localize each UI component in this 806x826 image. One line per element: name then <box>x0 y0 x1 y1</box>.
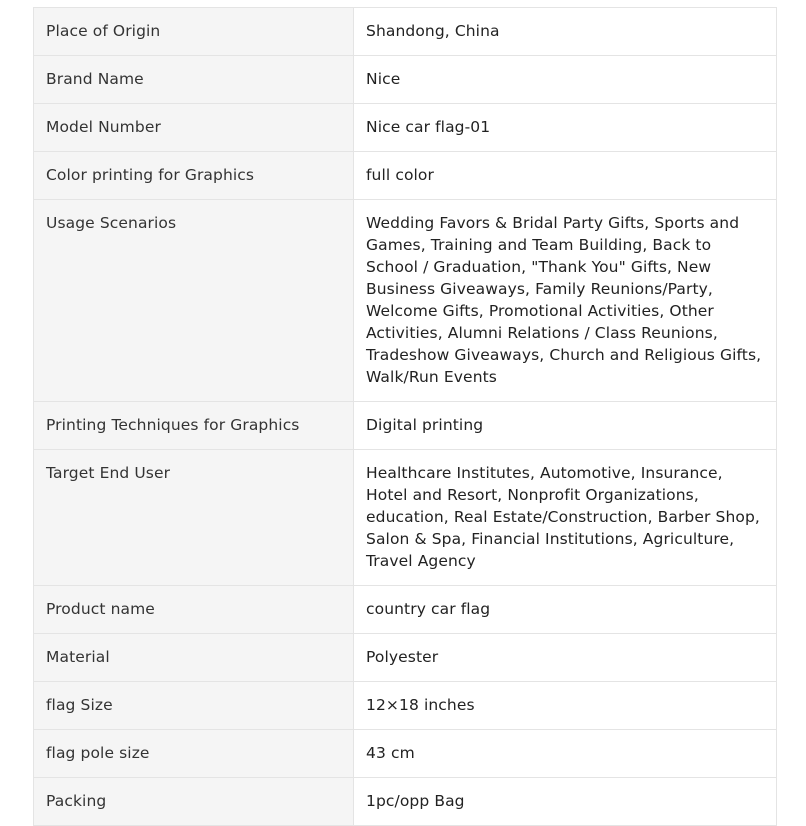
attribute-label: Packing <box>34 778 354 826</box>
table-row <box>34 56 777 104</box>
attribute-label: Target End User <box>34 450 354 586</box>
attribute-value: Shandong, China <box>354 8 777 56</box>
table-row <box>34 402 777 450</box>
attribute-label: Color printing for Graphics <box>34 152 354 200</box>
attribute-label: flag Size <box>34 682 354 730</box>
attribute-value: full color <box>354 152 777 200</box>
table-row <box>34 104 777 152</box>
attribute-label: Usage Scenarios <box>34 200 354 402</box>
table-row <box>34 8 777 56</box>
table-row <box>34 634 777 682</box>
attribute-value: country car flag <box>354 586 777 634</box>
attribute-value: 43 cm <box>354 730 777 778</box>
table-row <box>34 778 777 826</box>
attribute-label: Material <box>34 634 354 682</box>
attribute-value: 1pc/opp Bag <box>354 778 777 826</box>
product-attributes-table <box>33 7 777 826</box>
attribute-label: Place of Origin <box>34 8 354 56</box>
table-row <box>34 152 777 200</box>
attribute-value: Digital printing <box>354 402 777 450</box>
attribute-value: Wedding Favors & Bridal Party Gifts, Sports and Games, Training and Team Building, Back to School / Graduation, "Thank You" Gifts, New Business Giveaways, Family Reunions/Party, Welcome Gifts, Promotional Activities, Other Activities, Alumni Relations / Class Reunions, Tradeshow Giveaways, Church and Religious Gifts, Walk/Run Events <box>354 200 777 402</box>
table-row <box>34 586 777 634</box>
attribute-label: Model Number <box>34 104 354 152</box>
table-row <box>34 730 777 778</box>
attribute-label: flag pole size <box>34 730 354 778</box>
attribute-value: Nice car flag-01 <box>354 104 777 152</box>
attribute-value: Polyester <box>354 634 777 682</box>
attribute-value: 12×18 inches <box>354 682 777 730</box>
attribute-label: Printing Techniques for Graphics <box>34 402 354 450</box>
attribute-value: Healthcare Institutes, Automotive, Insurance, Hotel and Resort, Nonprofit Organizations, education, Real Estate/Construction, Barber Shop, Salon & Spa, Financial Institutions, Agriculture, Travel Agency <box>354 450 777 586</box>
table-row <box>34 682 777 730</box>
attribute-label: Product name <box>34 586 354 634</box>
attribute-label: Brand Name <box>34 56 354 104</box>
table-row <box>34 450 777 586</box>
table-row <box>34 200 777 402</box>
attribute-value: Nice <box>354 56 777 104</box>
